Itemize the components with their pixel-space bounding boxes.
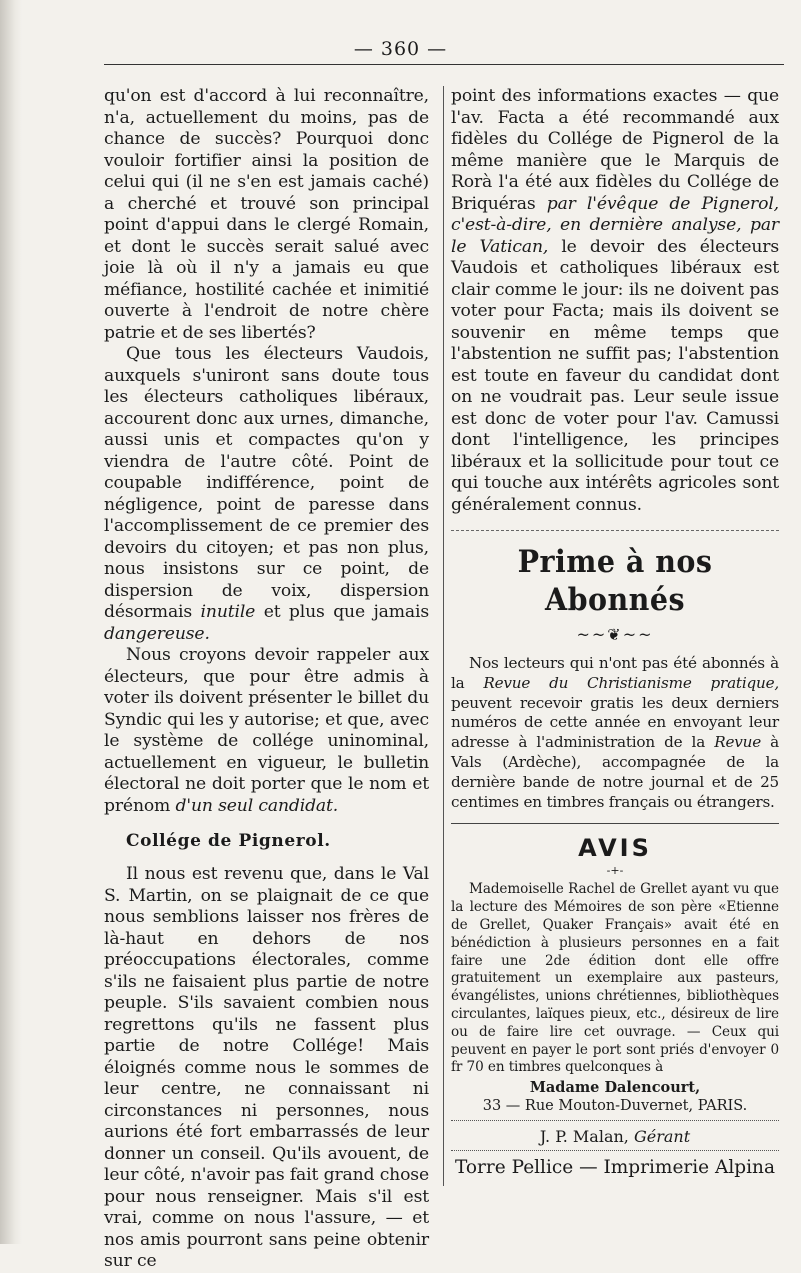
right-paragraph-1 [451,86,779,516]
right-column [451,86,779,1178]
right-p1-italic: par l'évêque de Pignerol, c'est-à-dire, en dernière analyse, par le Vatican, [451,193,779,257]
gerant-rule [451,1120,779,1121]
left-paragraph-3 [104,645,429,817]
gerant-line [451,1127,779,1146]
prime-separator [451,530,779,531]
prime-notice [451,654,779,812]
column-divider [443,86,444,1186]
right-p1-text-a: point des informations exactes — que l'av. Facta a été recommandé aux fidèles du Collége de Pignerol de la même manière que le Marquis de Rorà l'a été aux fidèles du Collége de Briquéras [451,86,779,214]
left-paragraph-1 [104,86,429,344]
left-paragraph-2 [104,344,429,645]
prime-italic-2: Revue [714,733,761,752]
avis-address: 33 — Rue Mouton-Duvernet, PARIS. [482,1098,748,1115]
header-rule [104,64,784,65]
avis-title: AVIS [578,834,652,863]
section-heading-college-pignerol: Collége de Pignerol. [126,831,331,851]
left-p2-italic-2: dangereuse. [104,623,210,644]
avis-text-body: Mademoiselle Rachel de Grellet ayant vu que la lecture des Mémoires de son père «Etienne de Grellet, Quaker Français» avait été en bénédiction à plusieurs personnes en a fait faire une 2de édition dont elle offre gratuitement un exemplaire aux pasteurs, évangélistes, unions chrétiennes, bibliothèques circulantes, laïques pieux, etc., désireux de lire ou de faire lire cet ouvrage. — Ceux qui peuvent en payer le port sont priés d'envoyer 0 fr 70 en timbres quelconques à [451,881,779,1076]
avis-rule [451,823,779,824]
left-paragraph-4 [104,864,429,1273]
left-p3-italic: d'un seul candidat. [175,795,339,816]
left-paragraph-1-text: qu'on est d'accord à lui reconnaître, n'a, actuellement du moins, pas de chance de succès? Pourquoi donc vouloir fortifier ainsi la position de celui qui (il ne s'en est jamais caché) a cherché et trouvé son principal point d'appui dans le clergé Romain, et dont le succès serait salué avec joie là où il n'y a jamais eu que méfiance, hostilité cachée et inimitié ouverte à l'endroit de notre chère patrie et de ses libertés? [104,86,429,343]
page-number: — 360 — [353,38,448,60]
left-column [104,86,429,1273]
left-p4-text: Il nous est revenu que, dans le Val S. Martin, on se plaignait de ce que nous semblions laisser nos frères de là-haut en dehors de nos préoccupations électorales, comme s'ils ne faisaient plus partie de notre peuple. S'ils savaient combien nous regrettons qu'ils ne fassent plus partie de notre Collége! Mais éloignés comme nous le sommes de leur centre, ne connaissant ni circonstances ni personnes, nous aurions été fort embarrassés de leur donner un conseil. Qu'ils avouent, de leur côté, n'avoir pas fait grand chose pour nous renseigner. Mais s'il est vrai, comme on nous l'assure, — et nos amis pourront sans peine obtenir sur ce [104,864,429,1271]
right-p1-text-b: le devoir des électeurs Vaudois et catholiques libéraux est clair comme le jour: ils ne doivent pas voter pour Facta; mais ils doivent se souvenir en même temps que l'abstention ne suffit pas; l'abstention est toute en faveur du candidat dont on ne voudrait pas. Leur seule issue est donc de voter pour l'av. Camussi dont l'intelligence, les principes libéraux et la sollicitude pour tout ce qui touche aux intérêts agricoles sont généralement connus. [451,236,780,515]
ornament-icon: ~~❦~~ [576,625,654,644]
left-p3-text-a: Nous croyons devoir rappeler aux électeurs, que pour être admis à voter ils doivent présenter le billet du Syndic qui les y autorise; et que, avec le système de collége uninominal, actuellement en vigueur, le bulletin électoral ne doit porter que le nom et prénom [104,645,429,816]
prime-text-b: peuvent recevoir gratis les deux derniers numéros de cette année en envoyant leur adresse à l'administration de la [451,693,779,752]
prime-text-a: Nos lecteurs qui n'ont pas été abonnés à la [451,654,779,692]
prime-text-c: à Vals (Ardèche), accompagnée de la dernière bande de notre journal et de 25 centimes en timbres français ou étrangers. [451,733,780,811]
left-p2-text-a: Que tous les électeurs Vaudois, auxquels s'uniront sans doute tous les électeurs catholiques libéraux, accourent donc aux urnes, dimanche, aussi unis et compactes qu'on y viendra de l'autre côté. Point de coupable indifférence, point de négligence, point de paresse dans l'accomplissement de ce premier des devoirs du citoyen; et pas non plus, nous insistons sur ce point, de dispersion de voix, dispersion désormais [104,344,429,622]
left-p2-italic-1: inutile [200,602,256,622]
avis-mark: -+- [606,864,624,878]
prime-italic-1: Revue du Christianisme pratique, [483,673,780,692]
left-p2-text-b: et plus que jamais [255,602,429,622]
gerant-role: Gérant [633,1127,691,1147]
prime-title: Prime à nos Abonnés [517,544,713,618]
scan-edge-shadow [0,0,22,1244]
gerant-name: J. P. Malan, [539,1127,629,1147]
printer-line: Torre Pellice — Imprimerie Alpina [451,1150,779,1178]
avis-addressee: Madame Dalencourt, [529,1079,701,1097]
avis-text [451,881,779,1077]
